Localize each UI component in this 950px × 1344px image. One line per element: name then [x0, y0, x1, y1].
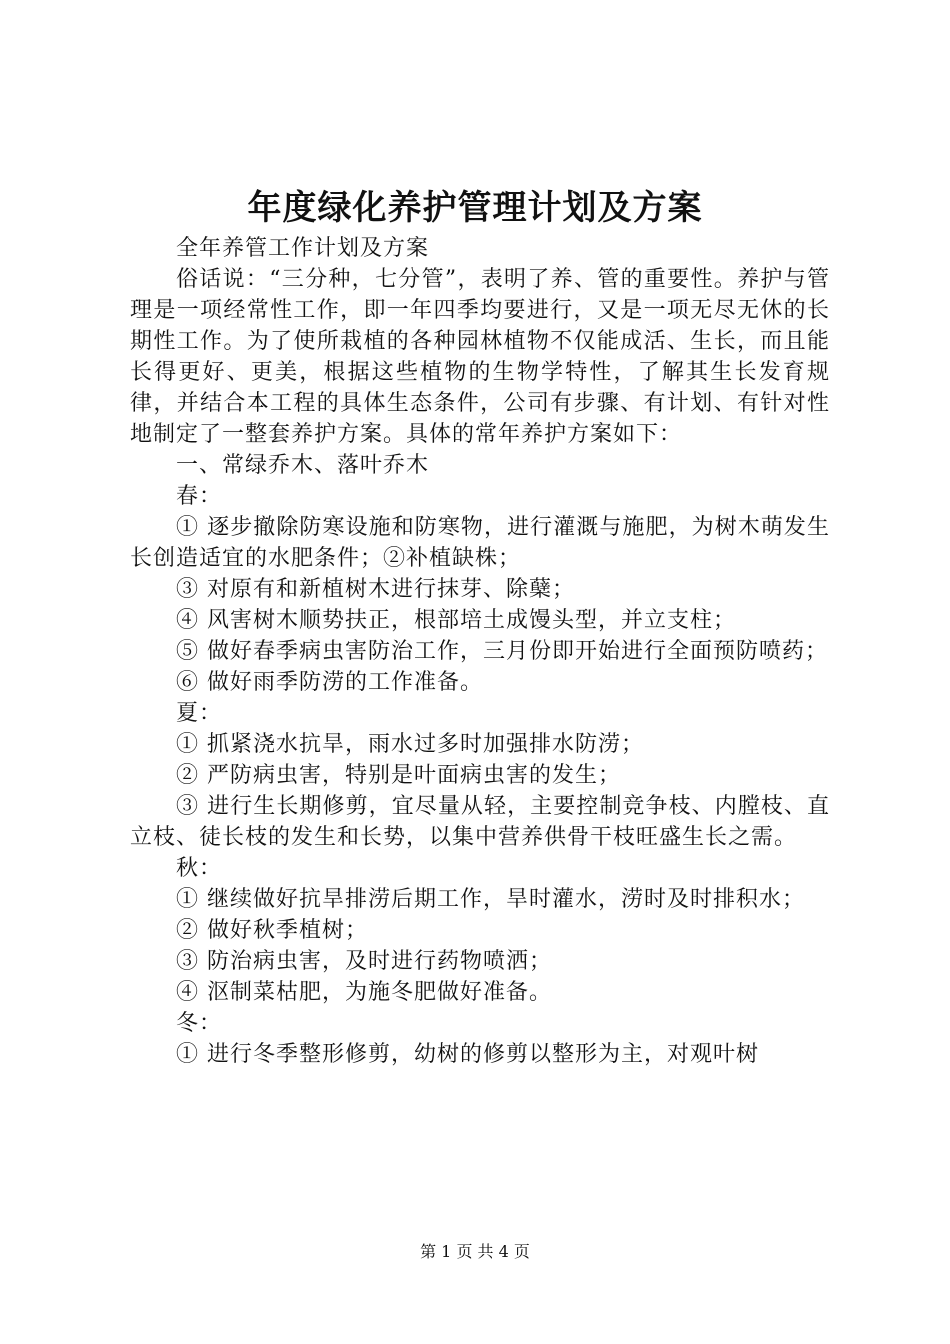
- list-item: ① 抓紧浇水抗旱，雨水过多时加强排水防涝；: [176, 732, 644, 757]
- list-item: ① 进行冬季整形修剪，幼树的修剪以整形为主，对观叶树: [176, 1042, 759, 1067]
- list-item: ② 严防病虫害，特别是叶面病虫害的发生；: [176, 763, 621, 788]
- paragraph-subtitle: 全年养管工作计划及方案: [176, 236, 430, 261]
- section-heading-trees: 一、常绿乔木、落叶乔木: [176, 453, 430, 478]
- list-item: ④ 沤制菜枯肥，为施冬肥做好准备。: [176, 980, 552, 1005]
- list-item: ① 继续做好抗旱排涝后期工作，旱时灌水，涝时及时排积水；: [176, 887, 805, 912]
- list-item: ③ 进行生长期修剪，宜尽量从轻，主要控制竞争枝、内膛枝、直立枝、徒长枝的发生和长势，以集中营养供骨干枝旺盛生长之需。: [130, 794, 830, 850]
- list-item: ⑤ 做好春季病虫害防治工作，三月份即开始进行全面预防喷药；: [176, 639, 828, 664]
- document-body: [130, 233, 830, 1070]
- page-number: 第 1 页 共 4 页: [420, 1242, 530, 1261]
- list-item: ③ 对原有和新植树木进行抹芽、除蘖；: [176, 577, 575, 602]
- list-item: ③ 防治病虫害，及时进行药物喷洒；: [176, 949, 552, 974]
- season-heading-autumn: 秋：: [176, 856, 223, 881]
- list-item: ④ 风害树木顺势扶正，根部培土成馒头型，并立支柱；: [176, 608, 736, 633]
- list-item: ② 做好秋季植树；: [176, 918, 368, 943]
- season-heading-winter: 冬：: [176, 1011, 223, 1036]
- paragraph-intro: 俗话说：“三分种，七分管”，表明了养、管的重要性。养护与管理是一项经常性工作，即一年四季均要进行，又是一项无尽无休的长期性工作。为了使所栽植的各种园林植物不仅能成活、生长，而且能长得更好、更美，根据这些植物的生物学特性，了解其生长发育规律，并结合本工程的具体生态条件，公司有步骤、有计划、有针对性地制定了一整套养护方案。具体的常年养护方案如下：: [130, 267, 830, 447]
- document-title: 年度绿化养护管理计划及方案: [247, 188, 703, 228]
- season-heading-spring: 春：: [176, 484, 223, 509]
- list-item: ① 逐步撤除防寒设施和防寒物，进行灌溉与施肥，为树木萌发生长创造适宜的水肥条件；②补植缺株；: [130, 515, 830, 571]
- list-item: ⑥ 做好雨季防涝的工作准备。: [176, 670, 483, 695]
- season-heading-summer: 夏：: [176, 701, 223, 726]
